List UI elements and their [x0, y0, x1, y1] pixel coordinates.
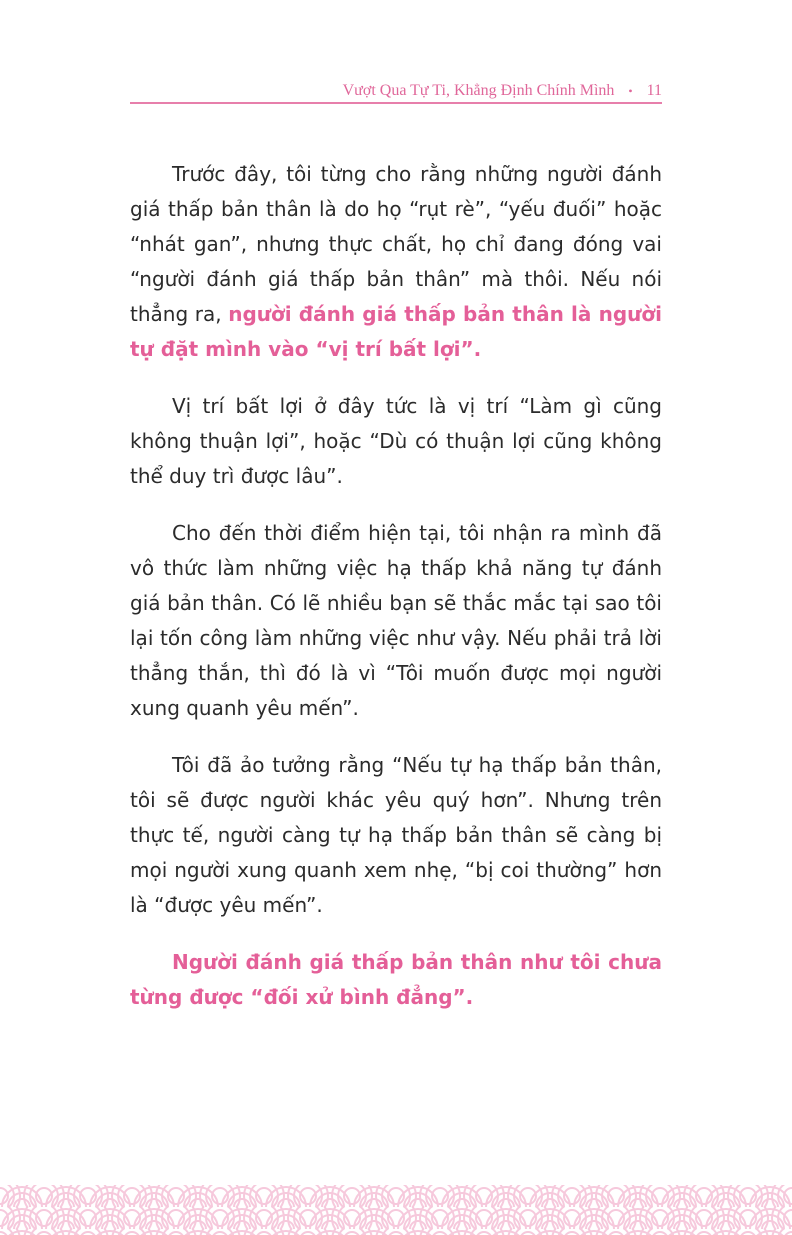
- paragraph-1-highlight: người đánh giá thấp bản thân là người tự đặt mình vào “vị trí bất lợi”.: [130, 302, 662, 361]
- body-text: [130, 157, 662, 1037]
- header-bullet: •: [628, 83, 633, 98]
- paragraph-3: Cho đến thời điểm hiện tại, tôi nhận ra mình đã vô thức làm những việc hạ thấp khả năng tự đánh giá bản thân. Có lẽ nhiều bạn sẽ thắc mắc tại sao tôi lại tốn công làm những việc như vậy. Nếu phải trả lời thẳng thắn, thì đó là vì “Tôi muốn được mọi người xung quanh yêu mến”.: [130, 521, 662, 720]
- paragraph-1-text: Trước đây, tôi từng cho rằng những người đánh giá thấp bản thân là do họ “rụt rè”, “yếu đuối” hoặc “nhát gan”, nhưng thực chất, họ chỉ đang đóng vai “người đánh giá thấp bản thân” mà thôi. Nếu nói thẳng ra,: [130, 162, 662, 326]
- header-rule: [130, 102, 662, 104]
- book-title: Vượt Qua Tự Ti, Khẳng Định Chính Mình: [342, 82, 615, 99]
- paragraph-1: [130, 157, 662, 367]
- wave-pattern-decoration: [0, 1185, 792, 1235]
- running-header: [130, 78, 662, 104]
- page-number: 11: [646, 82, 662, 99]
- paragraph-2: Vị trí bất lợi ở đây tức là vị trí “Làm gì cũng không thuận lợi”, hoặc “Dù có thuận lợi cũng không thể duy trì được lâu”.: [130, 394, 662, 488]
- paragraph-4: Tôi đã ảo tưởng rằng “Nếu tự hạ thấp bản thân, tôi sẽ được người khác yêu quý hơn”. Nhưng trên thực tế, người càng tự hạ thấp bản thân sẽ càng bị mọi người xung quanh xem nhẹ, “bị coi thường” hơn là “được yêu mến”.: [130, 753, 662, 917]
- closing-highlight: Người đánh giá thấp bản thân như tôi chưa từng được “đối xử bình đẳng”.: [130, 950, 662, 1009]
